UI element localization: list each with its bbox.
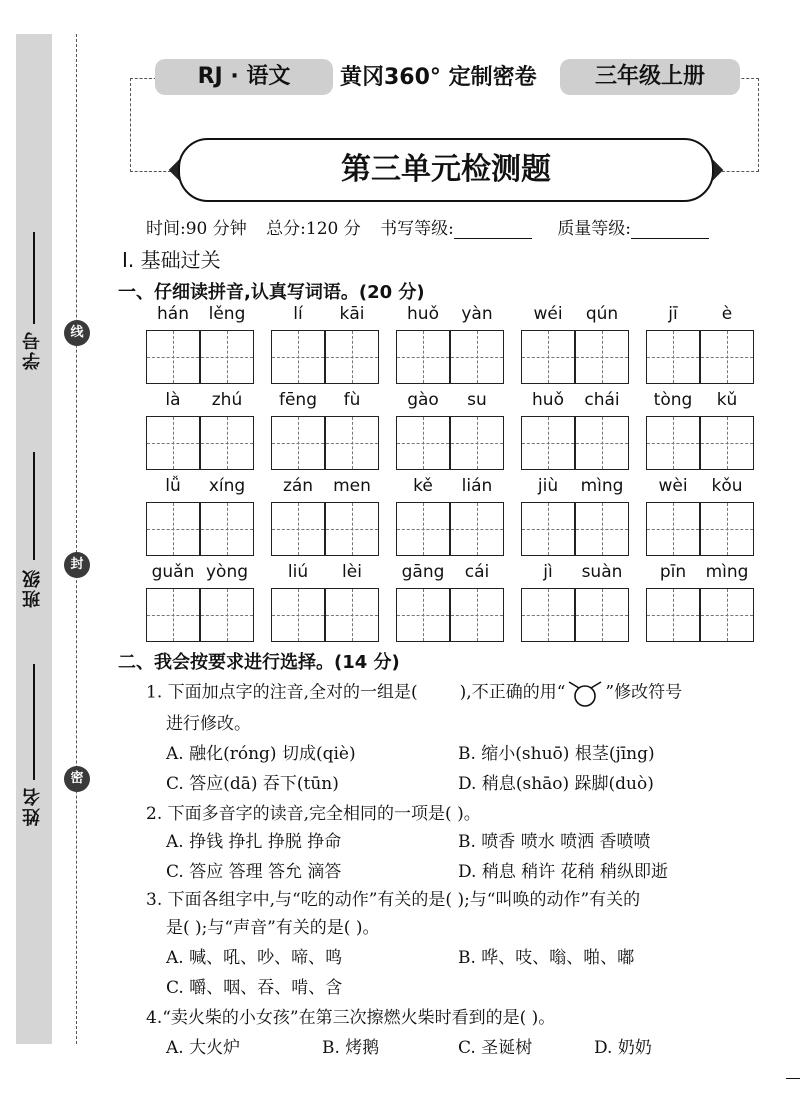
writing-box[interactable] [200,588,254,642]
writing-box[interactable] [646,330,700,384]
pinyin-label: lěng [208,304,246,324]
total-score: 总分:120 分 [266,219,361,239]
q2-option-c[interactable]: C. 答应 答理 答允 滴答 [166,862,342,882]
pinyin-label: fēng [278,390,317,410]
writing-box[interactable] [646,502,700,556]
writing-box[interactable] [700,502,754,556]
correction-mark-icon [565,678,605,708]
writing-box[interactable] [521,416,575,470]
quality-grade-blank[interactable] [631,222,709,239]
q3-stem-cont: 是( );与“声音”有关的是( )。 [166,918,380,938]
cut-line [76,34,77,1044]
pinyin-label: pīn [659,562,687,582]
pinyin-label: jì [543,562,553,582]
pinyin-label: yàn [461,304,493,324]
writing-box[interactable] [396,588,450,642]
writing-box[interactable] [271,416,325,470]
pinyin-label: lèi [342,562,362,582]
pinyin-label: guǎn [151,562,195,582]
writing-box[interactable] [200,502,254,556]
seal-xian: 线 [64,320,90,346]
part-heading: Ⅰ. 基础过关 [122,248,221,272]
writing-grade-label: 书写等级: [380,219,454,239]
q4-option-a[interactable]: A. 大火炉 [166,1038,241,1058]
pinyin-label: kǔ [716,390,738,410]
student-number-line [33,232,35,324]
q1-option-d[interactable]: D. 稍息(shāo) 跺脚(duò) [458,774,654,794]
writing-box[interactable] [396,330,450,384]
writing-box[interactable] [646,416,700,470]
q2-stem: 2. 下面多音字的读音,完全相同的一项是( )。 [146,804,481,824]
writing-box[interactable] [271,330,325,384]
pinyin-label: jī [668,304,678,324]
pinyin-label: fù [343,390,361,410]
pinyin-label: suàn [581,562,623,582]
writing-box[interactable] [450,502,504,556]
class-line [33,452,35,560]
writing-box[interactable] [325,416,379,470]
writing-box[interactable] [146,588,200,642]
pinyin-label: mìng [580,476,624,496]
q4-option-b[interactable]: B. 烤鹅 [322,1038,380,1058]
q2-option-a[interactable]: A. 挣钱 挣扎 挣脱 挣命 [166,832,342,852]
exam-meta [146,214,723,239]
series-title: 黄冈360° 定制密卷 [340,65,537,90]
pinyin-label: kǒu [711,476,743,496]
pinyin-label: wèi [658,476,688,496]
writing-box[interactable] [521,588,575,642]
q4-option-c[interactable]: C. 圣诞树 [458,1038,533,1058]
pinyin-label: zhú [211,390,243,410]
pinyin-label: huǒ [407,304,439,324]
pinyin-label: liú [287,562,309,582]
pinyin-label: men [333,476,371,496]
writing-box[interactable] [271,588,325,642]
page-title: 第三单元检测题 [178,138,714,202]
writing-box[interactable] [325,330,379,384]
writing-box[interactable] [146,416,200,470]
q4-stem: 4.“卖火柴的小女孩”在第三次擦燃火柴时看到的是( )。 [146,1008,556,1028]
writing-box[interactable] [646,588,700,642]
pinyin-label: là [165,390,181,410]
writing-box[interactable] [521,330,575,384]
grade-badge: 三年级上册 [560,59,740,95]
pinyin-label: gāng [401,562,445,582]
subject-badge: RJ · 语文 [155,59,333,95]
writing-box[interactable] [450,416,504,470]
pinyin-label: jiù [537,476,559,496]
pinyin-label: lǚ [165,476,181,496]
writing-box[interactable] [575,588,629,642]
q3-option-a[interactable]: A. 喊、吼、吵、啼、鸣 [166,948,343,968]
pinyin-label: huǒ [532,390,564,410]
pinyin-label: hán [157,304,189,324]
pinyin-label: cái [464,562,490,582]
pinyin-label: yòng [205,562,249,582]
pinyin-label: chái [584,390,620,410]
pinyin-label: lián [461,476,493,496]
q1-stem-cont: 进行修改。 [166,714,251,734]
pinyin-label: su [467,390,487,410]
writing-box[interactable] [700,416,754,470]
q1-stem-part: 1. 下面加点字的注音,全对的一组是( [146,682,418,703]
writing-box[interactable] [146,330,200,384]
q3-option-c[interactable]: C. 嚼、咽、吞、啃、含 [166,978,343,998]
pinyin-label: xíng [208,476,246,496]
seal-feng: 封 [64,552,90,578]
writing-box[interactable] [146,502,200,556]
writing-box[interactable] [450,588,504,642]
writing-box[interactable] [700,330,754,384]
pinyin-label: kě [413,476,433,496]
q3-option-b[interactable]: B. 哗、吱、嗡、啪、嘟 [458,948,635,968]
writing-box[interactable] [396,416,450,470]
writing-box[interactable] [575,416,629,470]
writing-box[interactable] [700,588,754,642]
q3-stem: 3. 下面各组字中,与“吃的动作”有关的是( );与“叫唤的动作”有关的 [146,890,641,910]
q2-option-d[interactable]: D. 稍息 稍许 花稍 稍纵即逝 [458,862,669,882]
writing-box[interactable] [200,330,254,384]
pinyin-label: kāi [339,304,365,324]
section2-heading: 二、我会按要求进行选择。(14 分) [118,652,400,673]
quality-grade-label: 质量等级: [557,219,632,239]
name-line [33,664,35,780]
q2-option-b[interactable]: B. 喷香 喷水 喷洒 香喷喷 [458,832,651,852]
pinyin-label: gào [407,390,439,410]
name-label: 姓名 [22,786,43,826]
writing-box[interactable] [575,330,629,384]
writing-box[interactable] [325,588,379,642]
seal-mi: 密 [64,766,90,792]
pinyin-label: lí [293,304,303,324]
pinyin-label: tòng [653,390,693,410]
writing-box[interactable] [200,416,254,470]
q1-option-b[interactable]: B. 缩小(shuō) 根茎(jīng) [458,744,655,764]
pinyin-label: wéi [533,304,563,324]
writing-box[interactable] [396,502,450,556]
pinyin-label: mìng [705,562,749,582]
time-info: 时间:90 分钟 [146,219,247,239]
class-label: 班级 [22,568,43,608]
q1-option-a[interactable]: A. 融化(róng) 切成(qiè) [166,744,356,764]
q1-stem [146,678,682,708]
q1-stem-part: ),不正确的用“ [459,682,566,703]
writing-box[interactable] [325,502,379,556]
q1-option-c[interactable]: C. 答应(dā) 吞下(tūn) [166,774,339,794]
section1-heading: 一、仔细读拼音,认真写词语。(20 分) [118,282,425,303]
writing-box[interactable] [521,502,575,556]
writing-grade-blank[interactable] [454,222,532,239]
writing-box[interactable] [450,330,504,384]
pinyin-label: è [721,304,733,324]
writing-box[interactable] [575,502,629,556]
q1-stem-part: ”修改符号 [605,682,683,703]
student-number-label: 学号 [22,330,43,370]
pinyin-label: qún [585,304,619,324]
pinyin-label: zán [282,476,314,496]
q4-option-d[interactable]: D. 奶奶 [594,1038,652,1058]
writing-box[interactable] [271,502,325,556]
page-edge-mark [786,1078,800,1079]
